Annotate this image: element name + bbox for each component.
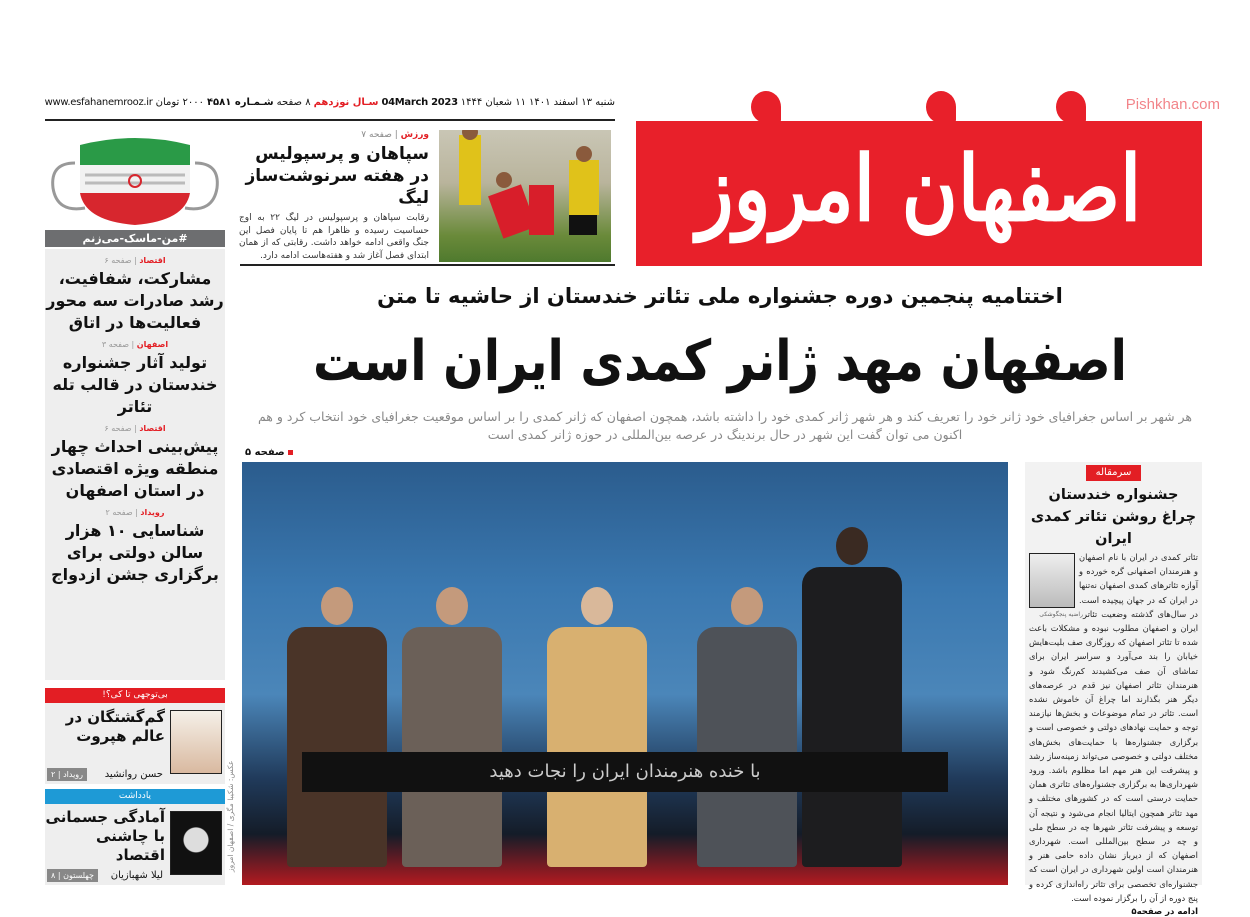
editorial-body: تئاتر کمدی در ایران با نام اصفهان و هنرمندان اصفهانی گره خورده و آوازه تئاترهای کمدی اصفهان نه‌تنها در ایران که در جهان پیچیده است. در سال‌های گذشته وضعیت تئاتر ایران و اصفهان مطلوب نبوده و مشکلات باعث شده تا تئاتر اصفهان که روزگاری صف بلیت‌هایش خیابان را بند می‌آورد و سراسر ایران برای تماشای آن صف می‌کشیدند کم‌رنگ شود و هنرمندان تئاتر اصفهان نیز قدم در عرصه‌های دیگر هنر بگذارند اما چراغ آن خاموش نشده است. تئاتر در تمام موضوعات و بخش‌ها نیازمند توجه و حمایت نهادهای دولتی و خصوصی است و برگزاری جشنواره‌ها با حمایت‌های بخش‌های مختلف دولتی و خصوصی می‌تواند زمینه‌ساز رشد و پیشرفت این هنر مهم اما مظلوم باشد. ورود شهرداری‌ها به برگزاری جشنواره‌های تئاتری همان حمایت درستی است که در کشورهای مختلف و مهد تئاتر همچون ایتالیا انجام می‌شود و نتیجه آن توسعه و پیشرفت تئاتر شهرها چه در سطح ملی و چه در سطح بین‌المللی است. شهرداری اصفهان که از دیرباز نشان داده حامی هنر و هنرمندان است اولین شهرداری در ایران است که جشنواره‌ای تخصصی برای تئاتر راه‌اندازی کرده و پنج دوره از آن را برگزار نموده است. [1029,552,1198,903]
left-story[interactable]: اقتصاد | صفحه ۶ مشارکت، شفافیت، رشد صادرات سه محور فعالیت‌ها در اتاق [46,256,224,332]
page-count: ۸ صفحه [276,97,311,108]
mask-flag-icon [45,133,225,228]
editorial[interactable] [1025,462,1202,917]
left-story[interactable]: رویداد | صفحه ۲ شناسایی ۱۰ هزار سالن دولتی برای برگزاری جشن ازدواج [51,508,219,584]
website-link[interactable]: www.esfahanemrooz.ir [44,97,153,108]
sport-title[interactable]: سپاهان و پرسپولیس در هفته سرنوشت‌ساز لیگ [245,144,429,208]
sport-story[interactable] [240,128,615,266]
column-author: حسن روانشید [104,769,163,780]
top-rule [45,119,615,121]
page-reference[interactable]: صفحه ۵ [245,446,293,459]
jalali-date: شنبه ۱۳ اسفند ۱۴۰۱ [528,97,615,108]
price: ۲۰۰۰ تومان [155,97,204,108]
watermark: Pishkhan.com [1125,96,1220,113]
hijri-date: ۱۱ شعبان ۱۴۴۴ [460,97,526,108]
column-bar: بی‌توجهی تا کی؟! [45,688,225,703]
volume-year: سـال نوزدهم [313,97,379,108]
person-figure [547,587,647,867]
column-author: لیلا شهبازیان [110,870,163,881]
left-stories [45,249,225,680]
hashtag-bar: #من-ماسک-می‌زنم [45,230,225,247]
person-figure [697,587,797,867]
gregorian-date: 04March 2023 [381,97,458,108]
left-story[interactable]: اقتصاد | صفحه ۶ پیش‌بینی احداث چهار منطقه ویژه اقتصادی در استان اصفهان [51,424,219,500]
lead-photo [242,462,1008,885]
newspaper-title: اصفهان امروز [696,136,1142,242]
editorial-tag: سرمقاله [1086,465,1141,481]
column-tag: رویداد | ۲ [47,768,87,781]
lead-headline[interactable]: اصفهان مهد ژانر کمدی ایران است [313,329,1127,394]
bullet-icon [288,450,293,455]
editorial-title: جشنواره خندستان چراغ روشن تئاتر کمدی ایران [1030,487,1197,547]
continued-link[interactable]: ادامه در صفحه۵ [1131,907,1198,917]
person-figure [802,527,902,867]
column-box-2[interactable] [45,789,225,885]
column-bar: یادداشت [45,789,225,804]
column-box-1[interactable] [45,688,225,784]
sport-body: رقابت سپاهان و پرسپولیس در لیگ ۲۲ به اوج حساسیت رسیده و ظاهرا هم تا پایان فصل این جنگ واقعی ادامه خواهد داشت. رقابتی که از همان ابتدای فصل آغاز شد و هفته‌هاست ادامه دارد. [239,213,429,261]
editorial-author: راضیه پنجگوشکی [1039,611,1083,618]
left-story[interactable]: اصفهان | صفحه ۳ تولید آثار جشنواره خندستان در قالب تله تئاتر [52,340,218,416]
lead-summary: هر شهر بر اساس جغرافیای خود ژانر خود را تعریف کند و هر شهر ژانر کمدی خود را داشته باشد، همچون اصفهان که ژانر کمدی را بر اساس موقعیت جغرافیای خود انتخاب کرد و هم اکنون می توان گفت این شهر در حال برندینگ در عرصه بین‌المللی در حوزه ژانر کمدی است [257,409,1193,442]
football-photo [439,130,611,262]
column-title: آمادگی جسمانی با چاشنی اقتصاد [45,808,165,864]
column-tag: چهلستون | ۸ [47,869,98,882]
players-illustration [439,130,611,262]
dateline [45,97,615,108]
photo-credit: عکس: شکیبا مگری / اصفهان امروز [226,760,235,872]
masthead-logo [636,121,1202,266]
issue-number: شـمـاره ۴۵۸۱ [206,97,274,108]
author-photo [170,811,222,875]
photo-banner-text: با خنده هنرمندان ایران را نجات دهید [302,752,948,792]
author-photo [170,710,222,774]
column-title: گم‌گشتگان در عالم هپروت [65,708,165,745]
author-photo [1029,553,1075,608]
person-figure [287,587,387,867]
person-figure [402,587,502,867]
sport-kicker: ورزش | صفحه ۷ [361,130,429,140]
lead-kicker: اختتامیه پنجمین دوره جشنواره ملی تئاتر خندستان از حاشیه تا متن [377,284,1063,308]
